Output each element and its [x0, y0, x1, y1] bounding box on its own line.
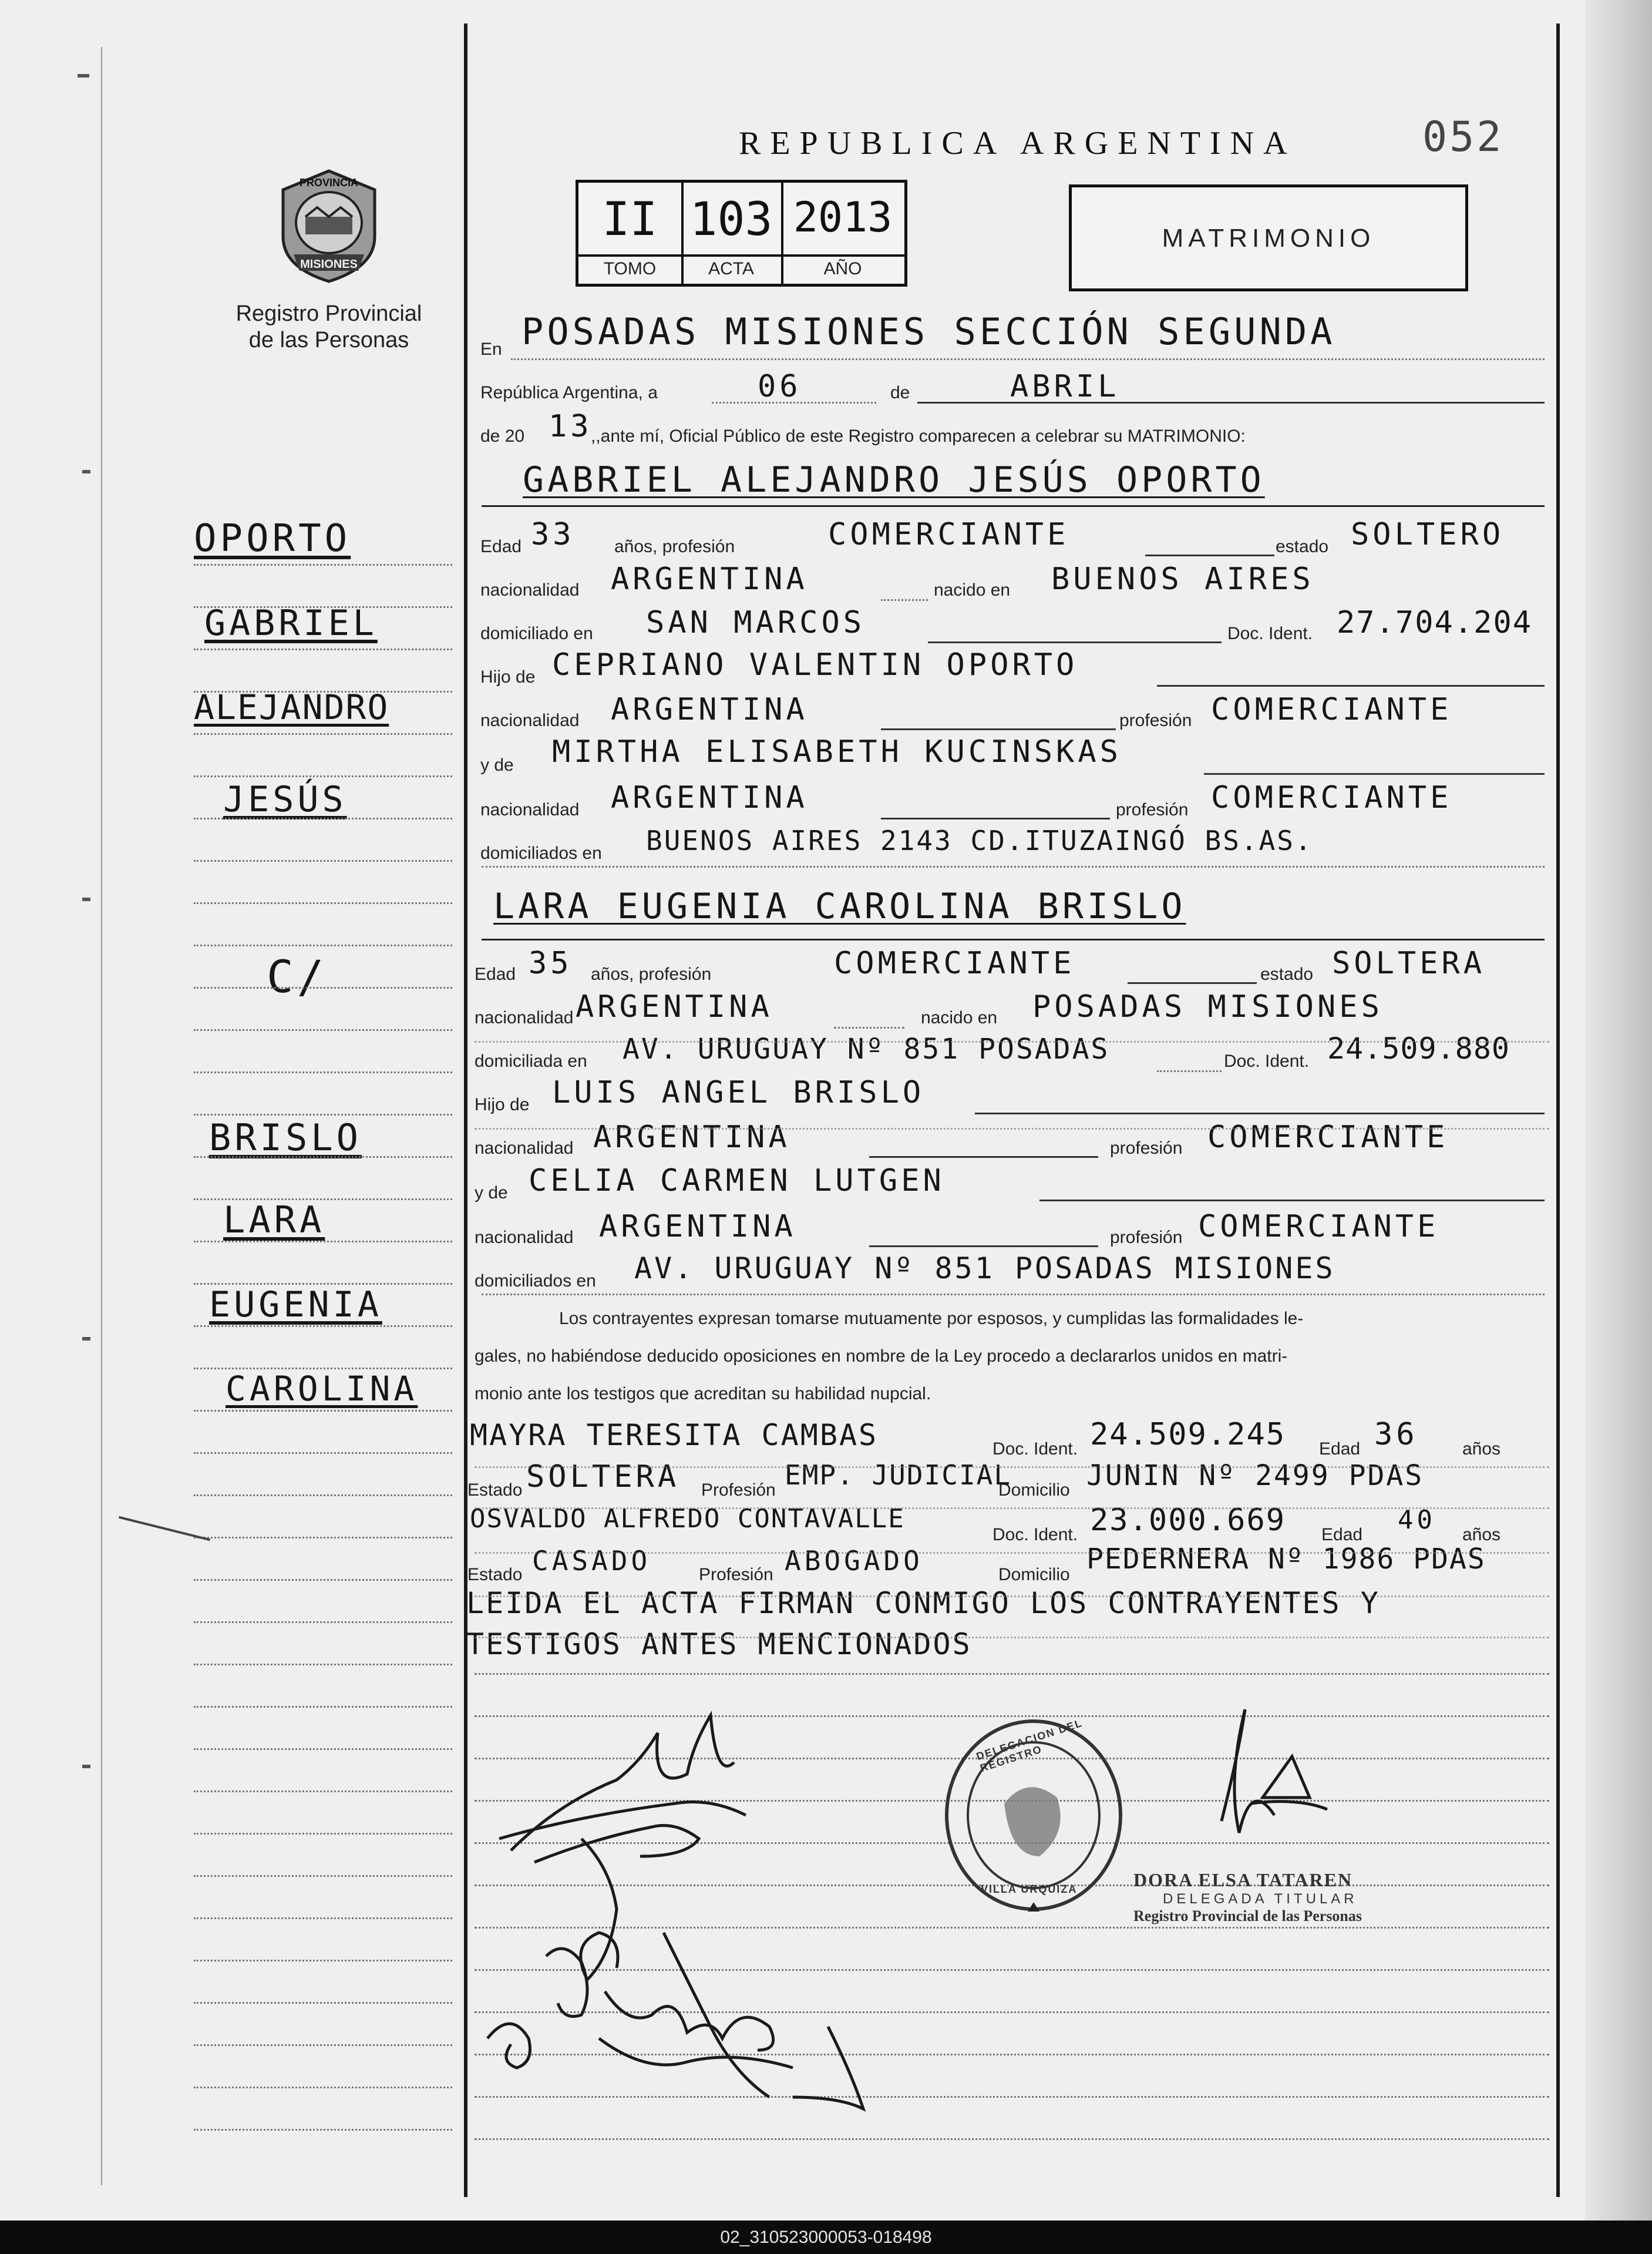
record-type-box [1069, 184, 1468, 291]
groom-birthplace: BUENOS AIRES [1051, 562, 1314, 597]
binding-mark [82, 470, 90, 473]
margin-bride-surname: BRISLO [209, 1116, 362, 1159]
bride-nacionalidad-label: nacionalidad [475, 1008, 574, 1027]
witness1-profesion-label: Profesión [701, 1480, 776, 1500]
year-prefix-label: de 20 [480, 426, 525, 446]
witness2-status: CASADO [532, 1545, 651, 1577]
witness1-name: MAYRA TERESITA CAMBAS [470, 1418, 879, 1452]
witness2-doc: 23.000.669 [1090, 1503, 1286, 1538]
ledger-line [194, 1241, 452, 1242]
ledger-line [194, 606, 452, 608]
groom-yde-label: y de [480, 755, 514, 775]
ledger-line [194, 1960, 452, 1961]
seal-text-bottom: VILLA URQUIZA [981, 1883, 1078, 1895]
bride-profession: COMERCIANTE [834, 946, 1075, 981]
bride-marital-status: SOLTERA [1332, 946, 1486, 981]
witness1-status: SOLTERA [526, 1459, 680, 1494]
ledger-line [194, 987, 452, 989]
binding-mark [82, 898, 90, 901]
logo-bottom-text: MISIONES [300, 258, 358, 271]
ledger-line [194, 860, 452, 862]
witness1-doc: 24.509.245 [1090, 1417, 1286, 1452]
signature-groom [499, 1715, 746, 1862]
groom-anios-profesion-label: años, profesión [614, 537, 735, 556]
signature-official [1222, 1709, 1327, 1833]
bride-address: AV. URUGUAY Nº 851 POSADAS [623, 1033, 1110, 1066]
scan-mark [119, 1516, 210, 1541]
en-label: En [480, 340, 502, 359]
witness1-profession: EMP. JUDICIAL [785, 1459, 1012, 1491]
year-value: 13 [549, 409, 593, 444]
bride-age: 35 [529, 946, 573, 981]
record-id-box [576, 180, 907, 287]
bride-hijo-label: Hijo de [475, 1095, 530, 1114]
groom-nationality: ARGENTINA [611, 562, 808, 597]
ledger-line [194, 1156, 452, 1158]
ledger-line [194, 1368, 452, 1369]
bride-estado-label: estado [1260, 965, 1314, 984]
acta-label: ACTA [708, 259, 754, 278]
country-title: REPUBLICA ARGENTINA [739, 125, 1297, 162]
witness1-doc-label: Doc. Ident. [992, 1439, 1078, 1459]
logo-top-text: PROVINCIA [299, 177, 358, 189]
bride-mother-profession: COMERCIANTE [1198, 1209, 1439, 1244]
registry-name-line1: Registro Provincial [235, 301, 422, 326]
groom-address: SAN MARCOS [646, 605, 866, 640]
ledger-line [194, 775, 452, 777]
ledger-line [194, 945, 452, 946]
groom-doc: 27.704.204 [1337, 605, 1533, 640]
page-number: 052 [1422, 113, 1504, 161]
margin-groom-name2: ALEJANDRO [194, 687, 389, 727]
witness1-edad-label: Edad [1319, 1439, 1361, 1459]
form-line [475, 1637, 1549, 1638]
ledger-line [194, 1071, 452, 1073]
bride-domiciliados-label: domiciliados en [475, 1271, 596, 1291]
bride-nationality: ARGENTINA [576, 989, 773, 1024]
bride-father-profesion-label: profesión [1110, 1138, 1183, 1158]
witness1-domicilio-label: Domicilio [998, 1480, 1070, 1500]
margin-groom-surname: OPORTO [194, 517, 351, 560]
ledger-line [194, 1833, 452, 1835]
ledger-line [194, 649, 452, 650]
de-label: de [890, 383, 910, 402]
form-line [475, 1507, 1549, 1509]
anio-label: AÑO [823, 259, 862, 278]
ledger-line [194, 1706, 452, 1708]
bride-father: LUIS ANGEL BRISLO [552, 1075, 925, 1110]
ledger-line [194, 1875, 452, 1877]
intro-statement: ,,ante mí, Oficial Público de este Registro comparecen a celebrar su MATRIMONIO: [591, 426, 1246, 446]
ledger-line [194, 1537, 452, 1539]
republica-label: República Argentina, a [480, 383, 658, 402]
signatures [464, 1662, 1568, 2132]
form-line [475, 1041, 1549, 1043]
bride-domiciliada-label: domiciliada en [475, 1052, 587, 1071]
registry-name-line2: de las Personas [248, 328, 409, 352]
witness1-estado-label: Estado [467, 1480, 523, 1500]
witness2-edad-label: Edad [1321, 1525, 1363, 1544]
record-type: MATRIMONIO [1162, 224, 1375, 253]
form-line [475, 1128, 1549, 1130]
bride-mother-nationality: ARGENTINA [599, 1209, 796, 1244]
witness2-anios-label: años [1462, 1525, 1501, 1544]
groom-age: 33 [531, 517, 575, 552]
seal-text-top: DELEGACION DEL REGISTRO [974, 1716, 1084, 1775]
ledger-line [194, 733, 452, 735]
witness1-anios-label: años [1462, 1439, 1501, 1459]
margin-groom-name1: GABRIEL [204, 603, 378, 644]
groom-estado-label: estado [1276, 537, 1329, 556]
groom-mother-nat-label: nacionalidad [480, 800, 580, 819]
closing-line1: LEIDA EL ACTA FIRMAN CONMIGO LOS CONTRAYENTES Y [466, 1586, 1380, 1620]
ledger-line [194, 2002, 452, 2004]
ledger-line [194, 564, 452, 566]
bride-yde-label: y de [475, 1183, 508, 1202]
groom-father-profesion-label: profesión [1119, 711, 1192, 730]
margin-connector: C/ [267, 950, 328, 1003]
acta-value: 103 [689, 193, 773, 246]
ledger-line [194, 1579, 452, 1581]
form-line [475, 1595, 1549, 1597]
registry-logo [276, 166, 382, 284]
witness1-age: 36 [1374, 1417, 1418, 1452]
tomo-value: II [602, 193, 658, 246]
ledger-line [194, 1029, 452, 1031]
place-value: POSADAS MISIONES SECCIÓN SEGUNDA [521, 310, 1336, 353]
day-value: 06 [758, 369, 802, 404]
declaration-line3: monio ante los testigos que acreditan su habilidad nupcial. [475, 1384, 931, 1403]
ledger-line [194, 902, 452, 904]
witness2-domicilio-label: Domicilio [998, 1565, 1070, 1584]
bride-birthplace: POSADAS MISIONES [1032, 989, 1383, 1024]
bride-anios-profesion-label: años, profesión [591, 965, 712, 984]
page-edge [1586, 0, 1652, 2221]
binding-mark [78, 74, 89, 78]
month-value: ABRIL [1010, 369, 1120, 404]
bride-father-nat-label: nacionalidad [475, 1138, 574, 1158]
form-line [475, 1552, 1549, 1554]
groom-father-nat-label: nacionalidad [480, 711, 580, 730]
bride-mother: CELIA CARMEN LUTGEN [529, 1163, 945, 1198]
groom-parents-address: BUENOS AIRES 2143 CD.ITUZAINGÓ BS.AS. [646, 825, 1313, 856]
groom-domiciliado-label: domiciliado en [480, 624, 593, 643]
bride-doc-label: Doc. Ident. [1224, 1052, 1310, 1071]
witness2-address: PEDERNERA Nº 1986 PDAS [1086, 1543, 1486, 1576]
tomo-label: TOMO [603, 259, 657, 278]
bride-edad-label: Edad [475, 965, 516, 984]
bride-mother-profesion-label: profesión [1110, 1228, 1183, 1247]
bride-full-name: LARA EUGENIA CAROLINA BRISLO [493, 886, 1186, 927]
bride-father-nationality: ARGENTINA [593, 1120, 790, 1155]
margin-bride-name1: LARA [223, 1198, 325, 1241]
ledger-line [194, 1114, 452, 1116]
margin-bride-name3: CAROLINA [226, 1369, 418, 1409]
margin-groom-name3: JESÚS [223, 779, 347, 820]
form-line [475, 1466, 1549, 1468]
binding-mark [82, 1765, 90, 1768]
ledger-line [194, 691, 452, 693]
ledger-line [194, 1791, 452, 1792]
groom-father-profession: COMERCIANTE [1211, 692, 1452, 727]
witness2-name: OSVALDO ALFREDO CONTAVALLE [470, 1504, 905, 1534]
ledger-line [194, 2087, 452, 2088]
official-office: Registro Provincial de las Personas [1133, 1907, 1362, 1924]
groom-nacido-label: nacido en [934, 580, 1011, 600]
signature-bride [487, 1839, 618, 2068]
bride-father-profession: COMERCIANTE [1207, 1120, 1449, 1155]
groom-doc-label: Doc. Ident. [1227, 624, 1313, 643]
groom-hijo-label: Hijo de [480, 667, 536, 687]
ledger-line [194, 1917, 452, 1919]
declaration-line1: Los contrayentes expresan tomarse mutuamente por esposos, y cumplidas las formalidades le- [559, 1309, 1304, 1328]
ledger-line [194, 1452, 452, 1454]
ledger-line [194, 1410, 452, 1412]
margin-bride-name2: EUGENIA [209, 1284, 382, 1325]
witness2-profesion-label: Profesión [699, 1565, 773, 1584]
signature-witness1 [599, 1991, 793, 2068]
groom-edad-label: Edad [480, 537, 522, 556]
ledger-line [194, 818, 452, 819]
scan-caption: 02_310523000053-018498 [0, 2221, 1652, 2254]
bride-doc: 24.509.880 [1327, 1032, 1510, 1066]
anio-value: 2013 [793, 193, 893, 241]
witness2-age: 40 [1398, 1505, 1436, 1535]
binding-mark [82, 1337, 90, 1341]
groom-marital-status: SOLTERO [1351, 517, 1505, 552]
ledger-line [194, 2044, 452, 2046]
bride-nacido-label: nacido en [921, 1008, 998, 1027]
ledger-line [194, 1283, 452, 1285]
ledger-line [194, 1748, 452, 1750]
groom-father-nationality: ARGENTINA [611, 692, 808, 727]
official-name: DORA ELSA TATAREN [1133, 1869, 1353, 1890]
groom-profession: COMERCIANTE [828, 517, 1069, 552]
bride-parents-address: AV. URUGUAY Nº 851 POSADAS MISIONES [634, 1251, 1335, 1285]
closing-line2: TESTIGOS ANTES MENCIONADOS [466, 1627, 972, 1661]
groom-father: CEPRIANO VALENTIN OPORTO [552, 647, 1078, 683]
groom-mother-nationality: ARGENTINA [611, 780, 808, 815]
bride-mother-nat-label: nacionalidad [475, 1228, 574, 1247]
groom-nacionalidad-label: nacionalidad [480, 580, 580, 600]
groom-mother-profesion-label: profesión [1116, 800, 1189, 819]
groom-mother-profession: COMERCIANTE [1211, 780, 1452, 815]
ledger-line [194, 1494, 452, 1496]
ledger-line [194, 2129, 452, 2131]
ledger-line [194, 1198, 452, 1200]
witness2-estado-label: Estado [467, 1565, 523, 1584]
groom-mother: MIRTHA ELISABETH KUCINSKAS [552, 734, 1122, 770]
witness2-doc-label: Doc. Ident. [992, 1525, 1078, 1544]
binding-margin [101, 47, 102, 2185]
ledger-line [194, 1621, 452, 1623]
groom-domiciliados-label: domiciliados en [480, 844, 602, 863]
witness2-profession: ABOGADO [785, 1545, 923, 1577]
ledger-line [475, 2138, 1549, 2140]
ledger-line [194, 1325, 452, 1327]
ledger-line [194, 1664, 452, 1665]
declaration-line2: gales, no habiéndose deducido oposiciones en nombre de la Ley procedo a declararlos unidos en matri- [475, 1346, 1288, 1366]
witness1-address: JUNIN Nº 2499 PDAS [1086, 1459, 1424, 1492]
official-title: DELEGADA TITULAR [1163, 1891, 1358, 1907]
groom-full-name: GABRIEL ALEJANDRO JESÚS OPORTO [523, 459, 1265, 500]
